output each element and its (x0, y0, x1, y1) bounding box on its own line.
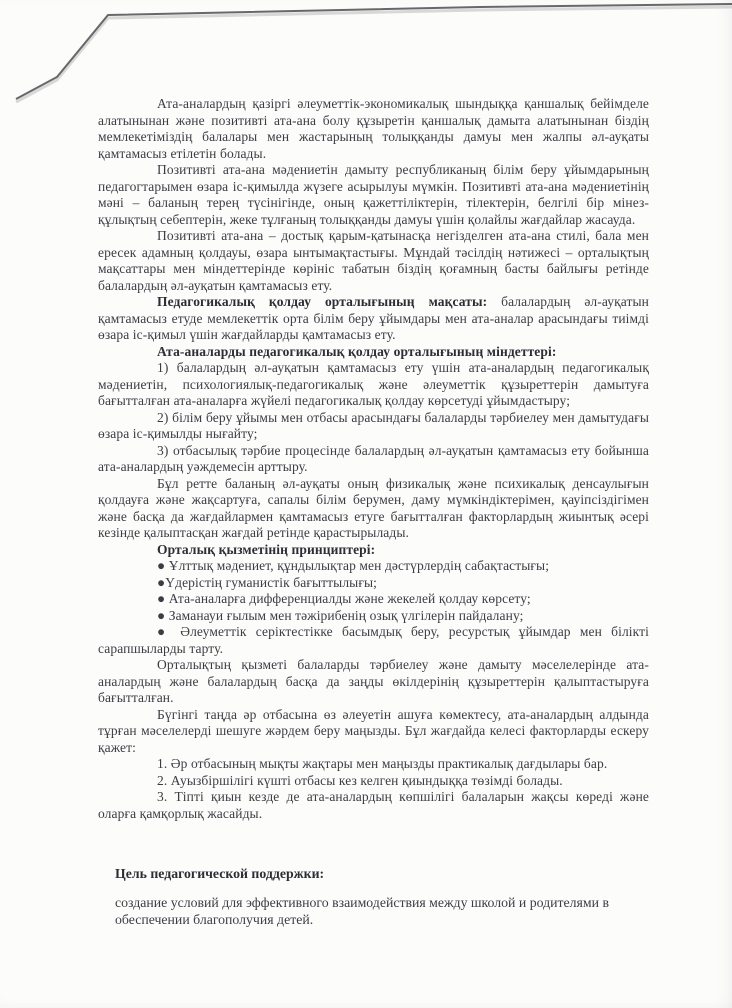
section-heading-text: Орталық қызметінің принциптері: (157, 541, 376, 557)
russian-heading: Цель педагогической поддержки: (115, 866, 325, 881)
paragraph: Ата-аналардың қазіргі әлеуметтік-экономикалық шындыққа қаншалық бейімделе алатынынан және позитивті ата-ана болу құзыретін қаншалық дамыта алатынынан біздің мемлекетіміздің балалары мен жастарының толыққанды дамуы мен жалпы әл-ауқаты қамтамасыз етілетін болады. (98, 96, 649, 161)
document-body-russian (115, 866, 649, 928)
paragraph: Бұл ретте баланың әл-ауқаты оның физикалық және психикалық денсаулығын қолдауға және жақсартуға, сапалы білім берумен, даму мүмкіндіктерімен, қауіпсіздігімен және басқа да жағдайлармен қамтамасыз етуге бағытталған факторлардың жиынтық әсері кезінде қалыптасқан жағдай ретінде қарастырылады. (98, 475, 649, 540)
section-heading-text: Ата-аналарды педагогикалық қолдау орталығының міндеттері: (157, 343, 557, 359)
bullet-item: ●Үдерістің гуманистік бағыттылығы; (157, 574, 377, 590)
numbered-item: 1) балалардың әл-ауқатын қамтамасыз ету үшін ата-аналардың педагогикалық мәдениетін, психологиялық-педагогикалық және әлеуметтік құзыреттерін дамытуға бағытталған ата-аналарға жүйелі педагогикалық қолдау көрсетуді ұйымдастыру; (98, 360, 649, 408)
paragraph: Позитивті ата-ана – достық қарым-қатынасқа негізделген ата-ана стилі, бала мен ересек адамның қолдауы, өзара ынтымақтастығы. Мұндай тәсілдің нәтижесі – орталықтың мақсаттары мен міндеттерінде көрініс табатын біздің қоғамның басты байлығы ретінде балалардың әл-ауқатын қамтамасыз ету. (98, 228, 649, 293)
bullet-item: ● Әлеуметтік серіктестікке басымдық беру, ресурстық ұйымдар мен білікті сарапшыларды тарту. (98, 624, 649, 656)
numbered-item: 2. Ауызбіршілігі күшті отбасы кез келген қиындыққа төзімді болады. (157, 772, 563, 788)
document-body-kazakh (98, 96, 649, 822)
paragraph: Орталықтың қызметі балаларды тәрбиелеу және дамыту мәселелерінде ата-аналардың және балалардың басқа да заңды өкілдерінің құзыреттерін қалыптастыруға бағытталған. (98, 657, 649, 705)
numbered-item: 1. Әр отбасының мықты жақтары мен маңызды практикалық дағдылары бар. (157, 756, 608, 771)
numbered-item: 2) білім беру ұйымы мен отбасы арасындағы балаларды тәрбиелеу мен дамытудағы өзара іс-қимылды нығайту; (98, 409, 649, 441)
bullet-item: ● Заманауи ғылым мен тәжірибенің озық үлгілерін пайдалану; (157, 607, 524, 623)
russian-paragraph: создание условий для эффективного взаимодействия между школой и родителями в обеспечении благополучия детей. (115, 894, 609, 927)
bullet-item: ● Ата-аналарға дифференциалды және жекелей қолдау көрсету; (157, 591, 531, 606)
bullet-item: ● Ұлттық мәдениет, құндылықтар мен дәстүрлердің сабақтастығы; (157, 558, 550, 573)
paragraph: Позитивті ата-ана мәдениетін дамыту республиканың білім беру ұйымдарының педагогтарымен өзара іс-қимылда жүзеге асырылуы мүмкін. Позитивті ата-ана мәдениетінің мәні – баланың терең түсінігінде, оның қажеттіліктерін, тілектерін, белгілі бір мінез-құлықтың себептерін, жеке тұлғаның толыққанды дамуы үшін қолайлы жағдайлар жасауда. (98, 162, 649, 227)
numbered-item: 3) отбасылық тәрбие процесінде балалардың әл-ауқатын қамтамасыз ету бойынша ата-аналардың уәждемесін арттыру. (98, 442, 649, 474)
section-heading-principles (98, 542, 649, 559)
section-heading-tasks (98, 344, 649, 361)
lead-rest-text: балалардың әл-ауқатын қамтамасыз етуде мемлекеттік орта білім беру ұйымдары мен ата-аналар арасындағы тиімді өзара іс-қимыл үшін жағдайларды қамтамасыз ету. (98, 294, 649, 342)
numbered-item: 3. Тіпті қиын кезде де ата-аналардың көпшілігі балаларын жақсы көреді және оларға қамқорлық жасайды. (98, 789, 649, 821)
bold-lead-goal: Педагогикалық қолдау орталығының мақсаты: (157, 294, 488, 309)
paragraph-with-bold-lead (98, 294, 649, 344)
paragraph: Бүгінгі таңда әр отбасына өз әлеуетін ашуға көмектесу, ата-аналардың алдында тұрған мәселелерді шешуге жәрдем беру маңызды. Бұл жағдайда келесі факторларды ескеру қажет: (98, 706, 649, 755)
